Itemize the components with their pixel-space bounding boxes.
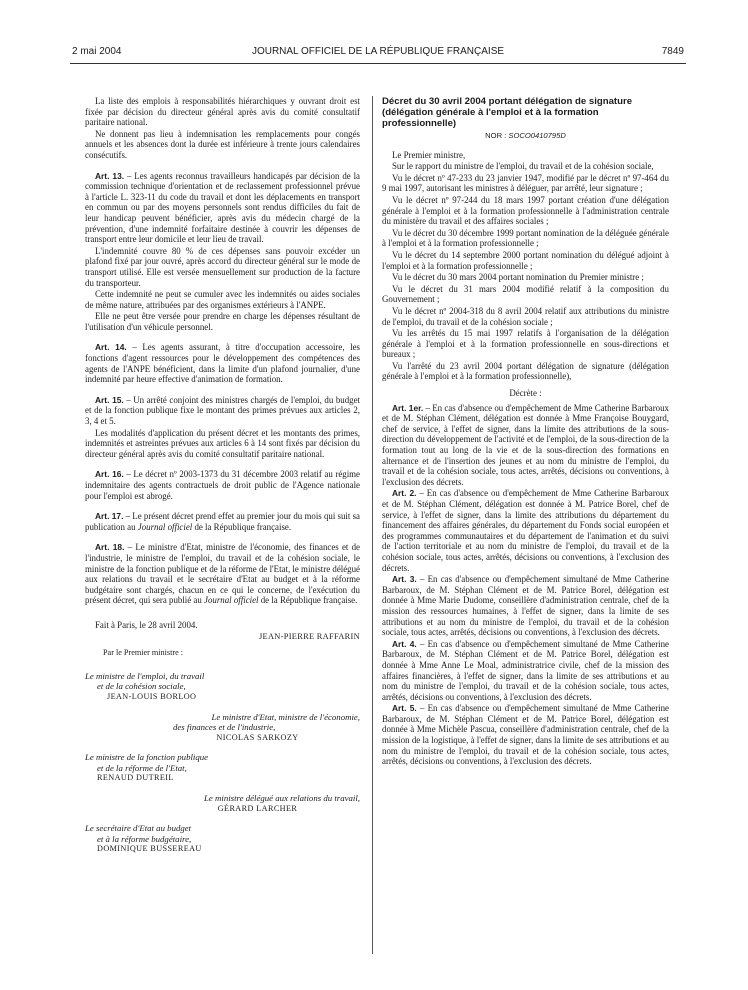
journal-officiel-ref: Journal officiel <box>204 595 259 606</box>
visa: Vu le décret du 14 septembre 2000 portant nomination du délégué adjoint à l'emploi et à la formation professionnelle ; <box>382 249 669 271</box>
article-text: de la République française. <box>192 521 292 532</box>
nor-reference <box>382 131 669 142</box>
article-2 <box>382 488 669 573</box>
header-page-number: 7849 <box>661 46 684 57</box>
visa: Vu le décret nº 97-244 du 18 mars 1997 portant création d'une délégation générale à l'emploi et à la formation professionnelle à l'administration centrale du ministère du travail et des affaires sociales ; <box>382 194 669 227</box>
article-4 <box>382 639 669 703</box>
prime-minister-name: JEAN-PIERRE RAFFARIN <box>258 631 360 641</box>
header-date: 2 mai 2004 <box>72 46 122 57</box>
signature-block-fonction-publique <box>85 752 360 784</box>
signer-name: JEAN-LOUIS BORLOO <box>107 691 197 701</box>
signer-role: des finances et de l'industrie, <box>173 722 276 733</box>
decrete-heading: Décrète : <box>509 388 542 399</box>
signer-name: NICOLAS SARKOZY <box>216 732 299 742</box>
paragraph: Les modalités d'application du présent décret et les montants des primes, indemnités et astreintes prévues aux articles 6 à 14 sont fixés par décision du directeur général après avis du comité consultatif paritaire national. <box>85 427 360 459</box>
paragraph: Ne donnent pas lieu à indemnisation les remplacements pour congés annuels et les absences dont la durée est inférieure à trente jours calendaires consécutifs. <box>85 128 360 160</box>
article-16 <box>85 469 360 501</box>
article-text: – En cas d'absence ou d'empêchement de Mme Catherine Barbaroux et de M. Stéphan Clément, délégation est donnée à M. Patrice Borel, chef de service, à l'effet de signer, dans la limite des attributions du département du financement des affaires générales, du département du Fonds social européen et des programmes communautaires et du département de l'animation et du suivi de l'action territoriale et au nom du ministre de l'emploi, du travail et de la cohésion sociale, tous actes, arrêtés, décisions ou conventions, à l'exclusion des décrets. <box>382 488 669 573</box>
signer-role: et de la réforme de l'Etat, <box>97 762 187 773</box>
decree-title: Décret du 30 avril 2004 portant délégation de signature (délégation générale à l'emploi et à la formation professionnelle) <box>382 96 633 129</box>
article-3 <box>382 574 669 638</box>
signer-role: Le secrétaire d'Etat au budget <box>85 823 192 834</box>
visa: Vu le décret nº 2004-318 du 8 avril 2004 relatif aux attributions du ministre de l'emploi, du travail et de la cohésion sociale ; <box>382 305 669 327</box>
visa: Vu le décret du 31 mars 2004 modifié relatif à la composition du Gouvernement ; <box>382 283 669 305</box>
article-text: – Un arrêté conjoint des ministres chargés de l'emploi, du budget et de la fonction publique fixe le montant des primes prévues aux articles 2, 3, 4 et 5. <box>85 394 360 427</box>
par-le-premier-ministre: Par le Premier ministre : <box>103 648 184 658</box>
journal-officiel-ref: Journal officiel <box>137 521 193 532</box>
article-text: – Le décret nº 2003-1373 du 31 décembre 2003 relatif au régime indemnitaire des agents contractuels de droit public de l'Agence nationale pour l'emploi est abrogé. <box>85 469 361 501</box>
article-label: Art. 4. <box>392 638 417 649</box>
article-label: Art. 18. <box>95 542 125 553</box>
article-text: – Le ministre d'Etat, ministre de l'économie, des finances et de l'industrie, le ministre de l'emploi, du travail et de la cohésion sociale, le ministre de la fonction publique et de la réforme de l'Etat, le ministre délégué aux relations du travail et le secrétaire d'Etat au budget et à la réforme budgétaire sont chargés, chacun en ce qui le concerne, de l'exécution du présent décret, qui sera publié au <box>85 542 360 606</box>
nor-code: SOCO0410795D <box>508 131 566 140</box>
article-text: – En cas d'absence ou d'empêchement simultané de Mme Catherine Barbaroux, de M. Stéphan Clément et de M. Patrice Borel, délégation est donnée à Mme Michèle Pascua, conseillère d'administration centrale, chef de la mission de la logistique, à l'effet de signer, dans la limite de ses attributions et au nom du ministre de l'emploi, du travail et de la cohésion sociale, tous actes, arrêtés, décisions ou conventions, à l'exclusion des décrets. <box>382 703 669 767</box>
signer-role: Le ministre délégué aux relations du travail, <box>204 793 360 804</box>
signature-block-economie <box>85 712 360 744</box>
article-label: Art. 3. <box>392 574 417 585</box>
paragraph: L'indemnité couvre 80 % de ces dépenses sans pouvoir excéder un plafond fixé par jour ouvré, après accord du directeur général sur le mode de transport utilisé. Elle est versée mensuellement sur production de la facture du transporteur. <box>85 245 360 288</box>
column-divider <box>372 96 373 954</box>
signer-name: DOMINIQUE BUSSEREAU <box>97 844 202 854</box>
article-text: de la République française. <box>258 595 358 606</box>
paragraph: Elle ne peut être versée pour prendre en charge les dépenses résultant de l'utilisation d'un véhicule personnel. <box>85 311 360 332</box>
article-label: Art. 5. <box>392 703 417 714</box>
right-column <box>382 96 669 768</box>
visa: Vu le décret du 30 mars 2004 portant nomination du Premier ministre ; <box>392 272 644 283</box>
signature-block-relations-travail <box>85 793 360 814</box>
article-18 <box>85 542 360 606</box>
article-text: – En cas d'absence ou d'empêchement simultané de Mme Catherine Barbaroux, de M. Stéphan Clément et de M. Patrice Borel, délégation est donnée à Mme Marie Dudome, conseillère d'administration centrale, chef de la mission des ressources humaines, à l'effet de signer, dans la limite de ses attributions et au nom du ministre de l'emploi, du travail et de la cohésion sociale, tous actes, arrêtés, décisions ou conventions, à l'exclusion des décrets. <box>382 574 669 638</box>
nor-label: NOR : <box>485 131 509 140</box>
article-label: Art. 15. <box>95 394 124 405</box>
article-1 <box>382 403 669 488</box>
visa: Sur le rapport du ministre de l'emploi, du travail et de la cohésion sociale, <box>392 161 654 172</box>
signer-role: Le ministre d'Etat, ministre de l'économie, <box>211 711 360 722</box>
article-17 <box>85 511 360 532</box>
signer-role: Le ministre de la fonction publique <box>85 752 209 763</box>
article-label: Art. 16. <box>95 469 124 480</box>
article-label: Art. 1er. <box>392 402 424 413</box>
article-text: – Les agents reconnus travailleurs handicapés par décision de la commission technique d'orientation et de reclassement professionnel prévue à l'article L. 323-11 du code du travail et dont les déplacements en transport en commun ou par des moyens personnels sont rendus difficiles du fait de leur handicap peuvent bénéficier, après avis du médecin chargé de la prévention, d'une indemnité forfaitaire destinée à couvrir les dépenses de transport entre leur domicile et leur lieu de travail. <box>85 170 360 245</box>
left-column <box>85 96 360 855</box>
signature-date: Fait à Paris, le 28 avril 2004. <box>95 619 198 630</box>
signer-name: GÉRARD LARCHER <box>217 803 298 813</box>
article-15 <box>85 395 360 427</box>
page-header <box>72 46 684 60</box>
paragraph: Cette indemnité ne peut se cumuler avec les indemnités ou aides sociales de même nature, attribuées par des organismes extérieurs à l'ANPE. <box>85 289 360 310</box>
article-text: – Le présent décret prend effet au premier jour du mois qui suit sa publication au <box>85 511 360 532</box>
article-text: – En cas d'absence ou d'empêchement de Mme Catherine Barbaroux et de M. Stéphan Clément, délégation est donnée à Mme Françoise Bouygard, chef de service, à l'effet de signer, dans la limite des attributions de la sous-direction du développement de l'activité et de l'emploi, de la sous-direction de la formation tout au long de la vie et de la sous-direction des formations en alternance et de l'insertion des jeunes et au nom du ministre de l'emploi, du travail et de la cohésion sociale, tous actes, arrêtés, décisions ou conventions, à l'exclusion des décrets. <box>382 402 669 487</box>
article-label: Art. 17. <box>95 511 124 522</box>
header-journal-title: JOURNAL OFFICIEL DE LA RÉPUBLIQUE FRANÇAISE <box>251 46 505 57</box>
article-5 <box>382 703 669 767</box>
article-14 <box>85 342 360 384</box>
paragraph: La liste des emplois à responsabilités hiérarchiques y ouvrant droit est fixée par décision du directeur général après avis du comité consultatif paritaire national. <box>85 96 360 128</box>
article-text: – Les agents assurant, à titre d'occupation accessoire, les fonctions d'agent ressources pour le développement des compétences des agents de l'ANPE bénéficient, dans la limite d'un plafond journalier, d'une indemnité par heure effective d'animation de formation. <box>85 342 360 385</box>
article-13 <box>85 171 360 245</box>
signer-role: et à la réforme budgétaire, <box>97 833 192 844</box>
visa: Vu le décret du 30 décembre 1999 portant nomination de la déléguée générale à l'emploi et à la formation professionnelle ; <box>382 227 669 249</box>
header-rule <box>70 63 686 64</box>
signer-role: et de la cohésion sociale, <box>97 681 186 692</box>
visa: Vu l'arrêté du 23 avril 2004 portant délégation de signature (délégation générale à l'emploi et à la formation professionnelle), <box>382 360 669 382</box>
visa: Vu les arrêtés du 15 mai 1997 relatifs à l'organisation de la délégation générale à l'emploi et à la formation professionnelle en sous-directions et bureaux ; <box>382 328 669 360</box>
article-text: – En cas d'absence ou d'empêchement simultané de Mme Catherine Barbaroux, de M. Stéphan Clément et de M. Patrice Borel, délégation est donnée à Mme Anne Le Moal, administratrice civile, chef de la mission des affaires financières, à l'effet de signer, dans la limite de ses attributions et au nom du ministre de l'emploi, du travail et de la cohésion sociale, tous actes, arrêtés, décisions ou conventions, à l'exclusion des décrets. <box>382 638 669 702</box>
visa: Vu le décret nº 47-233 du 23 janvier 1947, modifié par le décret nº 97-464 du 9 mai 1997, autorisant les ministres à déléguer, par arrêté, leur signature ; <box>382 172 669 194</box>
visa: Le Premier ministre, <box>392 149 466 160</box>
article-label: Art. 2. <box>392 488 417 499</box>
signature-block-budget <box>85 823 360 855</box>
signer-role: Le ministre de l'emploi, du travail <box>85 670 205 681</box>
article-label: Art. 14. <box>95 342 127 353</box>
signer-name: RENAUD DUTREIL <box>97 773 174 783</box>
signature-block-emploi <box>85 671 360 703</box>
article-label: Art. 13. <box>95 170 125 181</box>
